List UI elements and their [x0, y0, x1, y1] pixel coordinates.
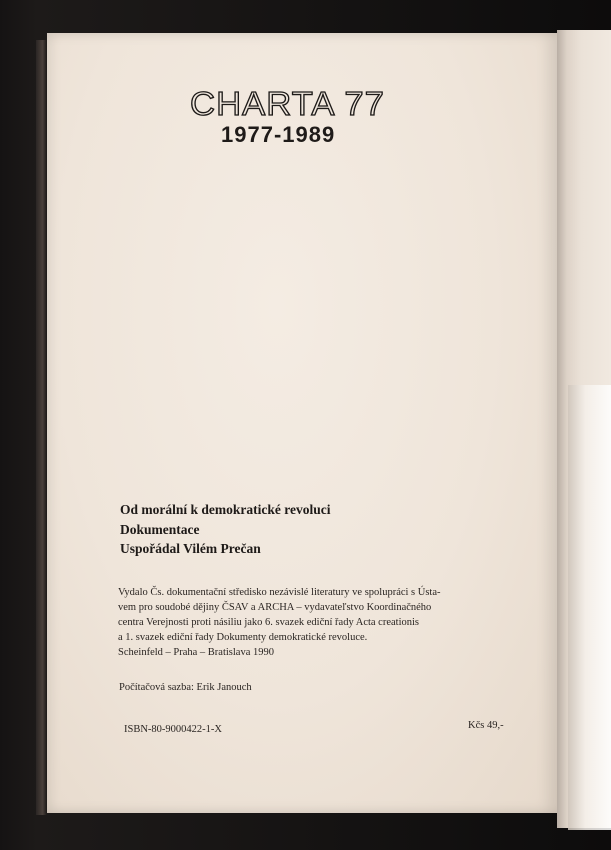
subtitle-line-2: Dokumentace [120, 522, 200, 537]
subtitle-line-3: Uspořádal Vilém Prečan [120, 541, 261, 556]
typesetting-credit: Počítačová sazba: Erik Janouch [119, 682, 252, 693]
book-title: CHARTA 77 [190, 85, 385, 122]
page-edge-highlight [568, 385, 611, 830]
subtitle-line-1: Od morální k demokratické revoluci [120, 502, 331, 517]
isbn: ISBN-80-9000422-1-X [124, 724, 222, 735]
publisher-note [118, 585, 518, 660]
publisher-line: vem pro soudobé dějiny ČSAV a ARCHA – vydavateľstvo Koordinačného [118, 602, 432, 613]
publisher-line: a 1. svazek ediční řady Dokumenty demokratické revoluce. [118, 632, 368, 643]
publisher-line: Vydalo Čs. dokumentační středisko nezávislé literatury ve spolupráci s Ústa- [118, 587, 441, 598]
publisher-line: centra Verejnosti proti násiliu jako 6. svazek ediční řady Acta creationis [118, 617, 419, 628]
book-years: 1977-1989 [221, 122, 336, 147]
book-binding [36, 40, 47, 815]
book-page [47, 33, 557, 813]
price: Kčs 49,- [468, 720, 504, 731]
publisher-line: Scheinfeld – Praha – Bratislava 1990 [118, 647, 275, 658]
